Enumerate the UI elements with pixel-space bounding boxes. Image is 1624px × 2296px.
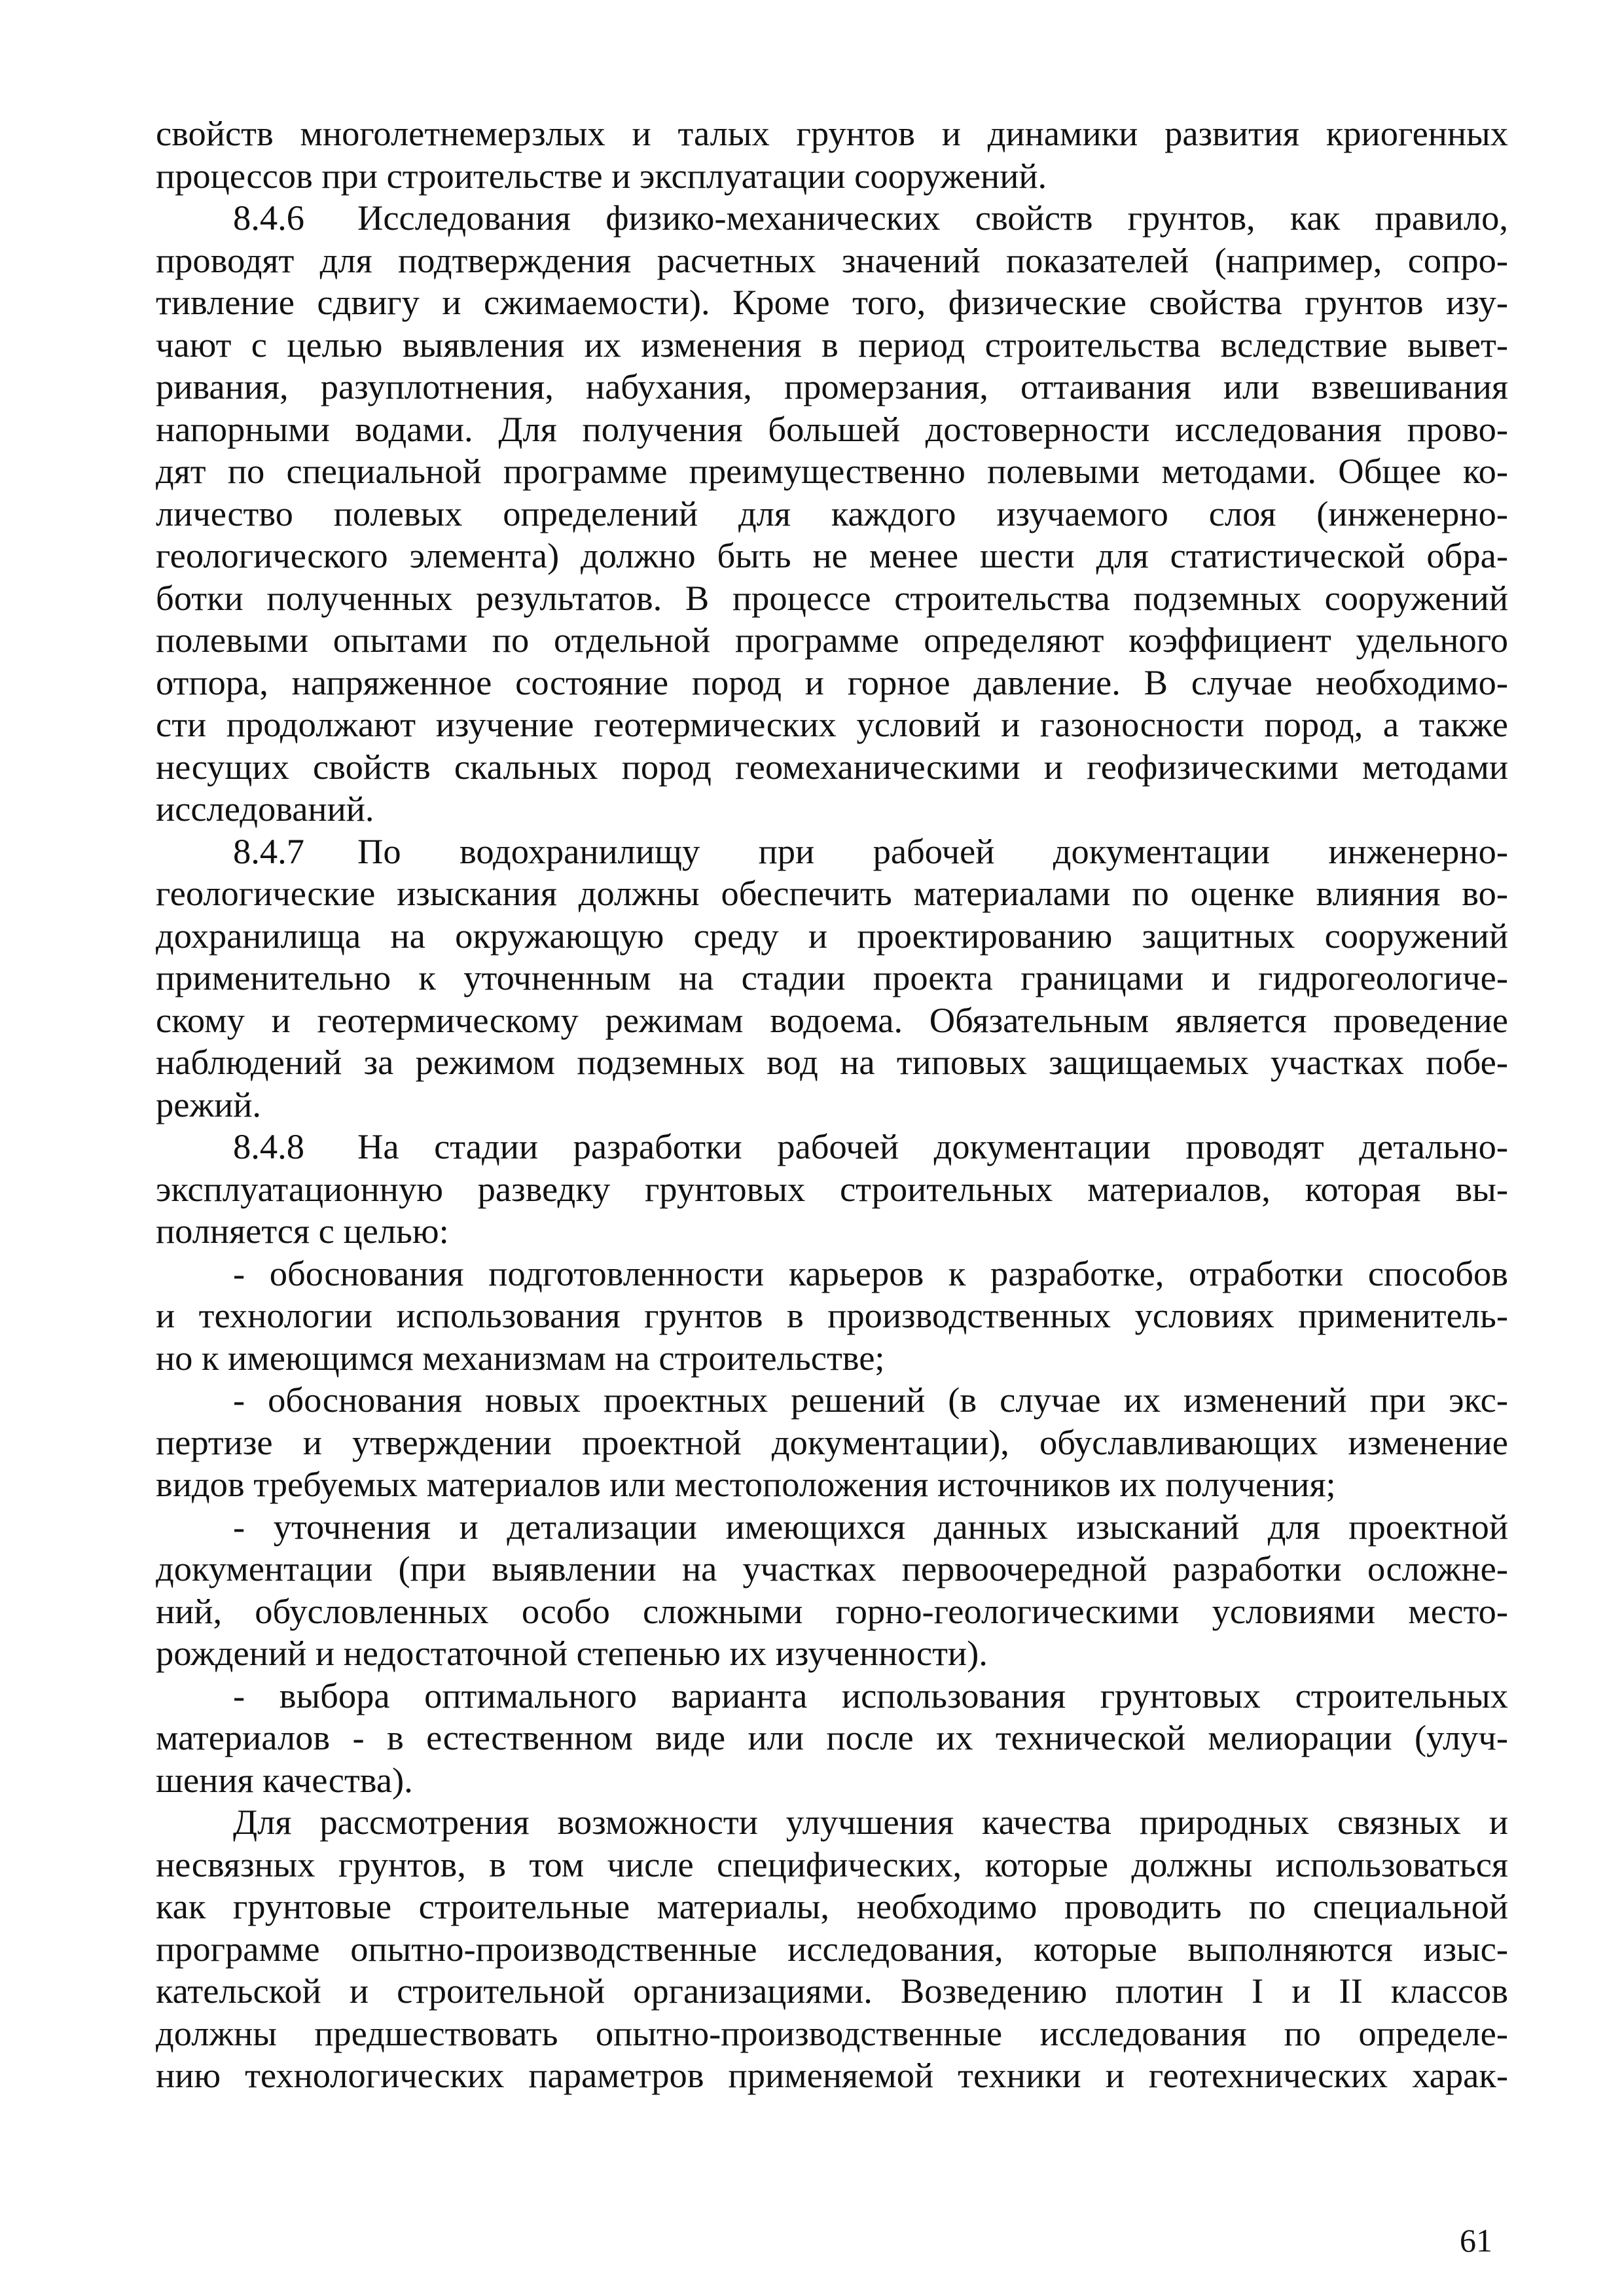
section-number: 8.4.8 [233, 1126, 304, 1166]
text-line: применительно к уточненным на стадии проекта границами и гидрогеологиче- [156, 958, 1508, 997]
final-paragraph [156, 1801, 1508, 2097]
section-number: 8.4.6 [233, 198, 304, 238]
bullet-list [156, 1253, 1508, 1802]
section-lead-text: Исследования физико-механических свойств грунтов, как правило, [357, 198, 1508, 238]
text-line: видов требуемых материалов или местоположения источников их получения; [156, 1464, 1336, 1504]
section-lead-text: На стадии разработки рабочей документации проводят детально- [357, 1126, 1508, 1166]
text-line: Для рассмотрения возможности улучшения качества природных связных и [233, 1802, 1508, 1842]
text-line: - обоснования подготовленности карьеров к разработке, отработки способов [233, 1253, 1508, 1293]
text-line: ний, обусловленных особо сложными горно-геологическими условиями место- [156, 1590, 1508, 1631]
list-item [156, 1675, 1508, 1802]
text-line: кательской и строительной организациями. Возведению плотин I и II классов [156, 1971, 1508, 2011]
section-8-4-8 [156, 1126, 1508, 1253]
list-item [156, 1379, 1508, 1506]
section-number: 8.4.7 [233, 831, 304, 871]
text-line: геологического элемента) должно быть не менее шести для статистической обра- [156, 535, 1508, 575]
text-line: программе опытно-производственные исследования, которые выполняются изыс- [156, 1928, 1508, 1969]
text-line: как грунтовые строительные материалы, необходимо проводить по специальной [156, 1886, 1508, 1926]
text-line: - выбора оптимального варианта использования грунтовых строительных [233, 1675, 1508, 1715]
text-line: рождений и недостаточной степенью их изученности). [156, 1633, 988, 1673]
section-8-4-6 [156, 197, 1508, 831]
text-line: документации (при выявлении на участках первоочередной разработки осложне- [156, 1549, 1508, 1588]
text-line: эксплуатационную разведку грунтовых строительных материалов, которая вы- [156, 1168, 1508, 1209]
text-line: ботки полученных результатов. В процессе строительства подземных сооружений [156, 577, 1508, 618]
text-line: напорными водами. Для получения большей достоверности исследования прово- [156, 408, 1508, 449]
page-body [156, 113, 1508, 2097]
intro-paragraph [156, 113, 1508, 197]
text-line [156, 1126, 1508, 1168]
text-line: и технологии использования грунтов в производственных условиях применитель- [156, 1295, 1508, 1335]
text-line: полевыми опытами по отдельной программе определяют коэффициент удельного [156, 620, 1508, 660]
text-line: дохранилища на окружающую среду и проектированию защитных сооружений [156, 915, 1508, 956]
list-item [156, 1506, 1508, 1675]
text-line: - обоснования новых проектных решений (в случае их изменений при экс- [233, 1380, 1508, 1420]
text-line: отпора, напряженное состояние пород и горное давление. В случае необходимо- [156, 662, 1508, 702]
text-line: нию технологических параметров применяемой техники и геотехнических харак- [156, 2055, 1508, 2095]
text-line: несвязных грунтов, в том числе специфических, которые должны использоваться [156, 1844, 1508, 1884]
text-line [156, 197, 1508, 240]
text-line: - уточнения и детализации имеющихся данных изысканий для проектной [233, 1506, 1508, 1547]
text-line: личество полевых определений для каждого изучаемого слоя (инженерно- [156, 493, 1508, 533]
text-line: исследований. [156, 789, 374, 829]
page-number: 61 [1460, 2222, 1492, 2259]
text-line: тивление сдвигу и сжимаемости). Кроме того, физические свойства грунтов изу- [156, 282, 1508, 322]
text-line: проводят для подтверждения расчетных значений показателей (например, сопро- [156, 240, 1508, 280]
text-line: несущих свойств скальных пород геомеханическими и геофизическими методами [156, 746, 1508, 787]
text-line: наблюдений за режимом подземных вод на типовых защищаемых участках побе- [156, 1042, 1508, 1082]
text-line: свойств многолетнемерзлых и талых грунтов и динамики развития криогенных [156, 113, 1508, 153]
text-line: режий. [156, 1084, 262, 1124]
text-line [156, 831, 1508, 873]
text-line: сти продолжают изучение геотермических условий и газоносности пород, а также [156, 704, 1508, 744]
section-8-4-7 [156, 831, 1508, 1126]
text-line: должны предшествовать опытно-производственные исследования по определе- [156, 2013, 1508, 2053]
text-line: геологические изыскания должны обеспечить материалами по оценке влияния во- [156, 873, 1508, 913]
list-item [156, 1253, 1508, 1380]
text-line: скому и геотермическому режимам водоема. Обязательным является проведение [156, 999, 1508, 1040]
text-line: шения качества). [156, 1759, 413, 1800]
text-line: дят по специальной программе преимущественно полевыми методами. Общее ко- [156, 451, 1508, 491]
text-line: чают с целью выявления их изменения в период строительства вследствие вывет- [156, 324, 1508, 365]
section-lead-text: По водохранилищу при рабочей документации инженерно- [357, 831, 1508, 871]
text-line: полняется с целью: [156, 1211, 449, 1251]
text-line: пертизе и утверждении проектной документации), обуславливающих изменение [156, 1422, 1508, 1462]
text-line: процессов при строительстве и эксплуатации сооружений. [156, 155, 1047, 196]
text-line: материалов - в естественном виде или после их технической мелиорации (улуч- [156, 1717, 1508, 1757]
text-line: ривания, разуплотнения, набухания, промерзания, оттаивания или взвешивания [156, 367, 1508, 406]
text-line: но к имеющимся механизмам на строительстве; [156, 1337, 885, 1378]
